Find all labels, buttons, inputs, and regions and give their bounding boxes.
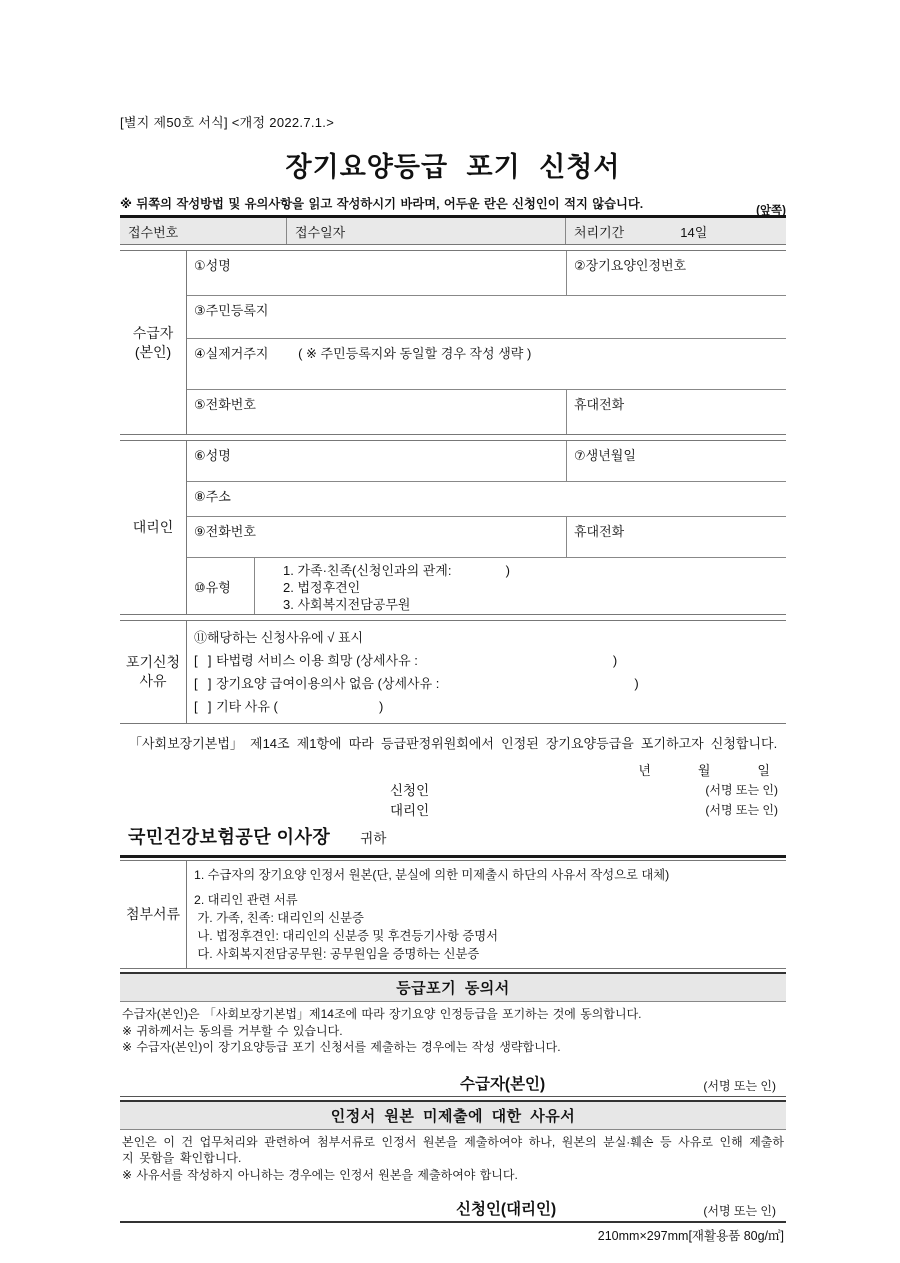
agent-address-field[interactable] [187,482,786,516]
list-item: 1. 수급자의 장기요양 인정서 원본(단, 분실에 의한 미제출시 하단의 사유서 작성으로 대체) [194,868,670,882]
actual-address-note: ( ※ 주민등록지와 동일할 경우 작성 생략 ) [298,346,532,361]
nonsubmission-body [120,1130,786,1184]
waiver-reason-label-line2: 사유 [139,673,167,689]
agent-type-option-official[interactable]: 3. 사회복지전담공무원 [283,597,411,612]
attachments-list [187,861,676,968]
processing-period-cell [565,218,786,244]
waiver-reason-option-1 [194,649,639,672]
agent-birthdate-label: ⑦생년월일 [574,448,636,463]
form-number: [별지 제50호 서식] <개정 2022.7.1.> [120,115,335,130]
checkbox-no-benefit-intent[interactable]: [ ] [194,676,213,691]
agent-birthdate-field[interactable] [566,441,786,481]
consent-line-3: ※ 수급자(본인)이 장기요양등급 포기 신청서를 제출하는 경우에는 작성 생략합니다. [122,1040,561,1054]
beneficiary-name-label: ①성명 [194,258,231,273]
nonsubmission-section-title: 인정서 원본 미제출에 대한 사유서 [120,1100,786,1130]
resident-address-label: ③주민등록지 [194,303,269,318]
page-side-label: (앞쪽) [756,205,786,217]
table-row [187,481,786,516]
beneficiary-section-label [120,251,187,434]
table-row [187,338,786,389]
table-row [187,389,786,434]
checkbox-other-law-service[interactable]: [ ] [194,653,213,668]
agent-type-option-guardian[interactable]: 2. 법정후견인 [283,580,361,595]
consent-body [120,1002,786,1056]
addressee-row [120,823,786,849]
table-row [187,441,786,481]
agent-address-label: ⑧주소 [194,489,231,504]
consent-sign-row [120,1072,786,1097]
agent-sign-label: 대리인 [390,803,430,818]
waiver-reason-option-1-text: 타법령 서비스 이용 희망 (상세사유 : ) [212,653,618,668]
beneficiary-label-line1: 수급자 [132,324,174,341]
list-item: 가. 가족, 친족: 대리인의 신분증 [194,911,364,925]
agent-name-field[interactable] [187,441,566,481]
receipt-no-cell [120,218,286,244]
agent-phone-field[interactable] [187,517,566,557]
paper-spec: 210mm×297mm[재활용품 80g/㎡] [597,1229,784,1243]
receipt-no-label: 접수번호 [128,224,179,240]
beneficiary-label-line2: (본인) [134,343,172,360]
agent-sign-row [120,799,786,819]
checkbox-etc-reason[interactable]: [ ] [194,699,213,714]
fill-notice: ※ 뒤쪽의 작성방법 및 유의사항을 읽고 작성하시기 바라며, 어두운 란은 신청인이 적지 않습니다. [120,197,644,211]
beneficiary-phone-label: ⑤전화번호 [194,397,256,412]
list-item: 나. 법정후견인: 대리인의 신분증 및 후견등기사항 증명서 [194,929,498,943]
waiver-reason-option-3-text: 기타 사유 ( ) [212,699,384,714]
attachments-section [120,860,786,969]
list-item: 2. 대리인 관련 서류 [194,893,298,907]
beneficiary-phone-field[interactable] [187,390,566,434]
applicant-sign-note[interactable]: (서명 또는 인) [705,782,778,797]
waiver-reason-option-2-text: 장기요양 급여이용의사 없음 (상세사유 : ) [212,676,639,691]
receipt-header-row [120,215,786,245]
agent-rows [187,441,786,614]
agent-type-label [187,558,255,614]
nonsubmission-text: 본인은 이 건 업무처리와 관련하여 첨부서류로 인정서 원본을 제출하여야 하나, 원본의 분실·훼손 등 사유로 인해 제출하지 못함을 확인합니다. [122,1134,784,1165]
attachments-section-label [120,861,187,968]
nonsubmission-signer-label: 신청인(대리인) [456,1201,557,1218]
notice-row [120,194,786,217]
waiver-reason-instruction: ⑪해당하는 신청사유에 √ 표시 [194,630,364,645]
agent-section [120,440,786,615]
page-title: 장기요양등급 포기 신청서 [285,152,621,182]
nonsubmission-note: ※ 사유서를 작성하지 아니하는 경우에는 인정서 원본을 제출하여야 합니다. [122,1167,518,1182]
waiver-reason-section [120,620,786,724]
actual-address-field[interactable] [187,339,786,389]
consent-line-2: ※ 귀하께서는 동의를 거부할 수 있습니다. [122,1023,343,1038]
agent-section-label [120,441,187,614]
waiver-reason-lines [187,621,646,723]
processing-period-value: 14일 [680,224,708,240]
list-item: 다. 사회복지전담공무원: 공무원임을 증명하는 신분증 [194,947,480,961]
consent-sign-note[interactable]: (서명 또는 인) [703,1078,776,1093]
waiver-reason-option-2 [194,672,639,695]
consent-signer-label: 수급자(본인) [460,1075,546,1093]
ltc-number-label: ②장기요양인정번호 [574,258,687,273]
table-row [187,295,786,338]
nonsubmission-sign-row [120,1197,786,1223]
declaration-text: 「사회보장기본법」 제14조 제1항에 따라 등급판정위원회에서 인정된 장기요양등급을 포기하고자 신청합니다. [129,736,778,751]
table-row [187,251,786,295]
consent-section-title: 등급포기 동의서 [120,972,786,1002]
date-line[interactable]: 년 월 일 [638,763,770,778]
attachments-label-text: 첨부서류 [125,906,181,922]
beneficiary-name-field[interactable] [187,251,566,295]
agent-type-row [187,557,786,614]
table-row [187,516,786,557]
form-content [120,112,786,1244]
resident-address-field[interactable] [187,296,786,338]
applicant-label: 신청인 [390,783,430,798]
waiver-reason-section-label [120,621,187,723]
agent-mobile-field[interactable] [566,517,786,557]
receipt-date-label: 접수일자 [295,224,346,240]
agent-sign-note[interactable]: (서명 또는 인) [705,802,778,817]
beneficiary-mobile-field[interactable] [566,390,786,434]
actual-address-label: ④실제거주지 [194,346,269,361]
receipt-date-cell [286,218,565,244]
waiver-reason-label-line1: 포기신청 [125,654,181,670]
agent-mobile-label: 휴대전화 [574,524,625,539]
agent-name-label: ⑥성명 [194,448,231,463]
beneficiary-mobile-label: 휴대전화 [574,397,625,412]
beneficiary-section [120,250,786,435]
agent-type-label-text: ⑩유형 [194,579,231,595]
ltc-number-field[interactable] [566,251,786,295]
nonsubmission-sign-note[interactable]: (서명 또는 인) [703,1204,776,1218]
agent-type-option-family[interactable]: 1. 가족·친족(신청인과의 관계: ) [283,563,510,578]
divider-thick [120,855,786,858]
consent-line-1: 수급자(본인)은 「사회보장기본법」제14조에 따라 장기요양 인정등급을 포기하는 것에 동의합니다. [122,1007,642,1021]
agent-type-options [255,558,510,614]
agent-label-text: 대리인 [132,519,174,535]
addressee-suffix: 귀하 [360,831,387,846]
agent-phone-label: ⑨전화번호 [194,524,256,539]
processing-period-label: 처리기간 [574,224,625,240]
applicant-sign-row [120,779,786,799]
waiver-reason-option-3 [194,695,639,718]
beneficiary-rows [187,251,786,434]
addressee-org: 국민건강보험공단 이사장 [128,827,331,847]
